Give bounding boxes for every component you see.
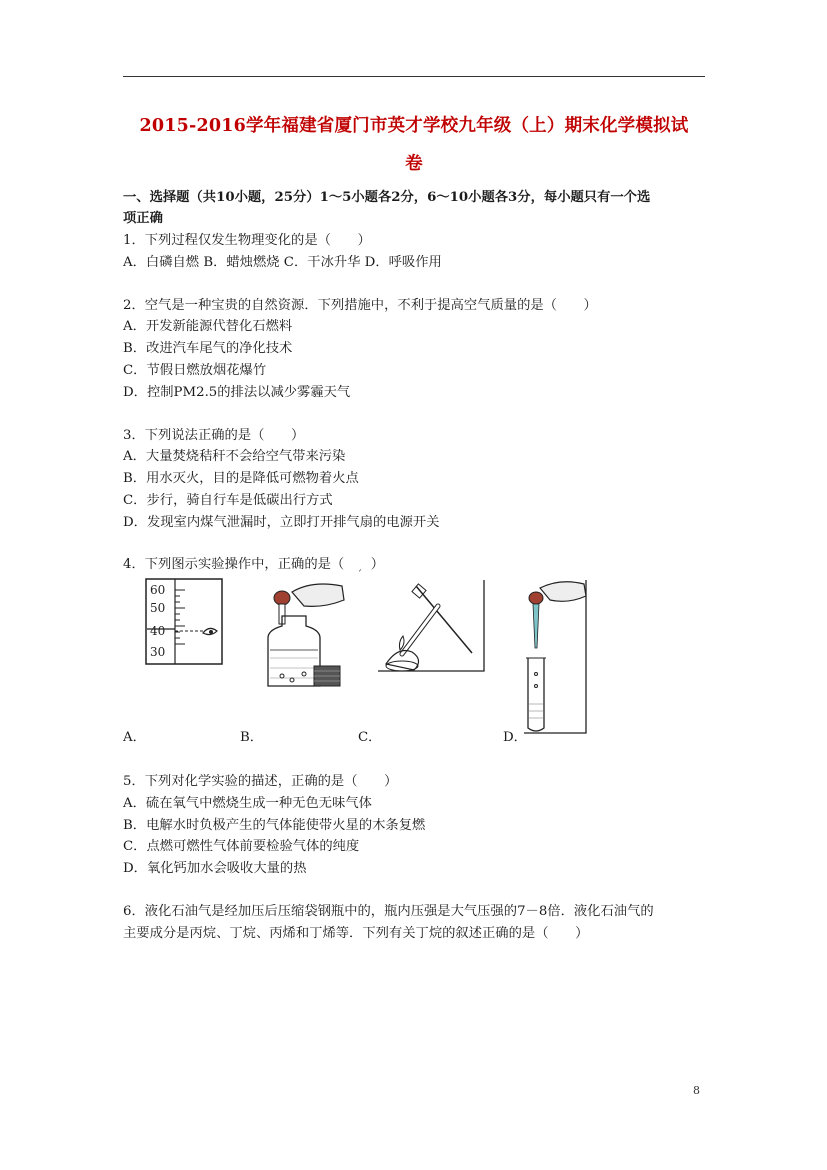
section-heading-line-2: 项正确 — [123, 211, 163, 226]
dropper-test-tube-figure — [522, 578, 590, 735]
page-title-line-2: 卷 — [405, 154, 423, 174]
cylinder-tick-30: 30 — [150, 645, 166, 659]
question-3-option-c: C．步行，骑自行车是低碳出行方式 — [123, 493, 333, 508]
question-2-option-a: A．开发新能源代替化石燃料 — [123, 319, 293, 334]
dropper-bottle-figure — [262, 578, 346, 690]
question-6-line-1: 6．液化石油气是经加压后压缩袋钢瓶中的，瓶内压强是大气压强的7－8倍．液化石油气的 — [123, 904, 654, 919]
question-5-option-c: C．点燃可燃性气体前要检验气体的纯度 — [123, 839, 360, 854]
cylinder-tick-60: 60 — [150, 583, 166, 597]
question-2-option-c: C．节假日燃放烟花爆竹 — [123, 363, 267, 378]
question-5-stem: 5．下列对化学实验的描述，正确的是（ ） — [123, 774, 398, 789]
question-4-option-c: C． — [358, 730, 382, 745]
question-3-option-d: D．发现室内煤气泄漏时，立即打开排气扇的电源开关 — [123, 515, 440, 530]
question-2-option-d: D．控制PM2.5的排法以减少雾霾天气 — [123, 385, 351, 400]
question-6-line-2: 主要成分是丙烷、丁烷、丙烯和丁烯等．下列有关丁烷的叙述正确的是（ ） — [123, 926, 589, 941]
page-number: 8 — [693, 1084, 700, 1097]
question-2-stem: 2．空气是一种宝贵的自然资源．下列措施中，不利于提高空气质量的是（ ） — [123, 298, 597, 313]
question-1-options: A．白磷自燃 B．蜡烛燃烧 C．干冰升华 D．呼吸作用 — [123, 255, 442, 270]
graduated-cylinder-figure — [145, 578, 225, 666]
page-title-line-1: 2015-2016学年福建省厦门市英才学校九年级（上）期末化学模拟试 — [139, 116, 689, 136]
question-4-stem: 4．下列图示实验操作中，正确的是（ ） — [123, 557, 385, 572]
question-5-option-b: B．电解水时负极产生的气体能使带火星的木条复燃 — [123, 818, 426, 833]
question-3-stem: 3．下列说法正确的是（ ） — [123, 428, 305, 443]
header-rule — [123, 76, 705, 77]
question-4-option-d: D． — [503, 730, 527, 745]
heating-tube-figure — [376, 578, 488, 673]
cylinder-tick-50: 50 — [150, 601, 166, 615]
cylinder-tick-40: 40 — [150, 624, 166, 638]
question-1-stem: 1．下列过程仅发生物理变化的是（ ） — [123, 233, 371, 248]
question-4-option-a: A． — [123, 730, 146, 745]
question-2-option-b: B．改进汽车尾气的净化技术 — [123, 341, 293, 356]
question-5-option-d: D．氧化钙加水会吸收大量的热 — [123, 861, 307, 876]
question-5-option-a: A．硫在氧气中燃烧生成一种无色无味气体 — [123, 796, 372, 811]
question-3-option-a: A．大量焚烧秸秆不会给空气带来污染 — [123, 449, 346, 464]
question-3-option-b: B．用水灭火，目的是降低可燃物着火点 — [123, 471, 359, 486]
figure-mark: ˊ — [357, 570, 362, 581]
section-heading-line-1: 一、选择题（共10小题，25分）1～5小题各2分，6～10小题各3分，每小题只有一个选 — [123, 190, 651, 205]
question-4-option-b: B． — [240, 730, 264, 745]
